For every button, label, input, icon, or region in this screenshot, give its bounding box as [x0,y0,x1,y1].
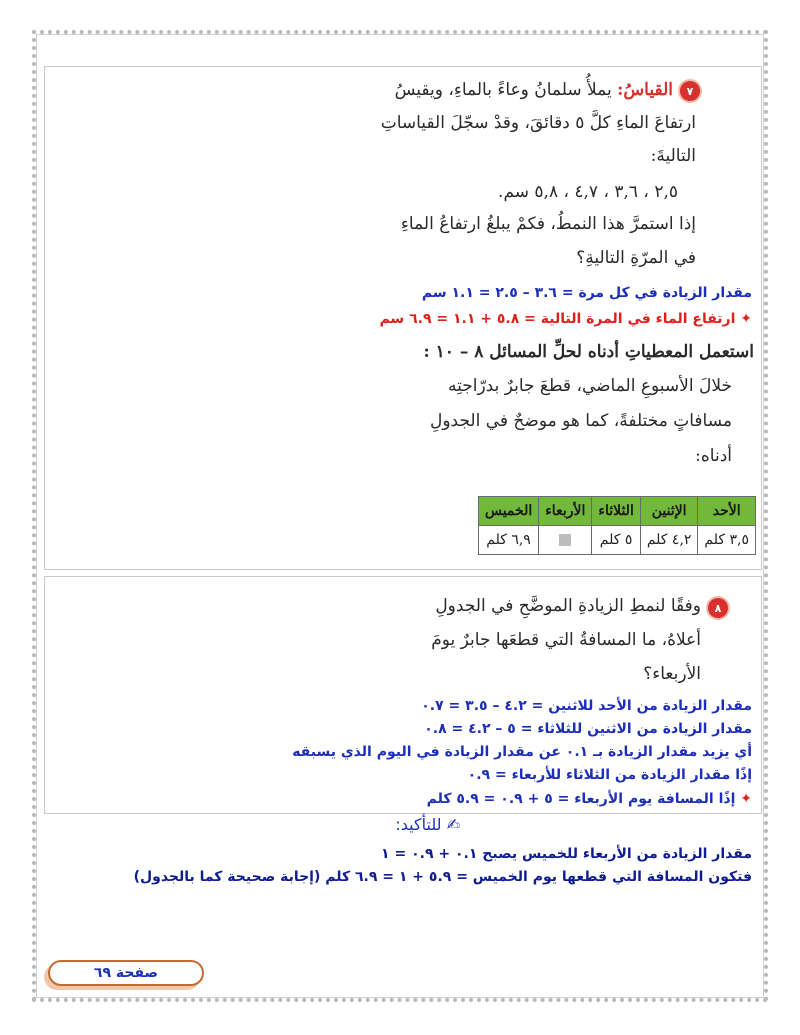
table-row [478,526,755,555]
check-heading [395,815,460,834]
table-cell: ٦,٩ كلم [478,526,538,555]
problem-7-answer-2 [379,311,752,327]
table-cell: ٣,٥ كلم [698,526,756,555]
problem-8-number-badge [708,598,728,618]
distance-table [478,496,756,555]
problem-8-line-2: أعلاهُ، ما المسافةُ التي قطعَها جابرٌ يومَ [431,630,701,650]
problem-7-number: ٧ [686,84,694,98]
problem-7-line-5: إذا استمرَّ هذا النمطُ، فكمْ يبلغُ ارتفاعُ الماءِ [400,214,696,234]
problem-8-answer-1: مقدار الزيادة من الأحد للاثنين = ٤.٢ – ٣.٥ = ٠.٧ [421,698,752,714]
bullet-star-icon: ✦ [740,311,752,327]
table-header-row [478,497,755,526]
problem-8-answer-4: إذًا مقدار الزيادة من الثلاثاء للأربعاء = ٠.٩ [467,767,752,783]
problem-7-line-6: في المرّةِ التاليةِ؟ [576,248,696,268]
problem-7-keyword: القياسُ: [617,80,673,100]
problem-8-line-3: الأربعاء؟ [643,664,701,684]
problem-7-line-3: التاليةَ: [650,146,696,166]
problem-8-answer-2: مقدار الزيادة من الاثنين للثلاثاء = ٥ – ٤.٢ = ٠.٨ [424,721,752,737]
problem-7-answer-2-text: ارتفاع الماء في المرة التالية = ٥.٨ + ١.١ = ٦.٩ سم [379,311,736,327]
given-heading: استعمل المعطياتِ أدناه لحلِّ المسائل ٨ – ١٠ : [423,342,754,362]
table-header: الأربعاء [539,497,592,526]
table-cell: ٥ كلم [592,526,640,555]
missing-value-square-icon [559,534,571,546]
problem-8-answer-3: أي يزيد مقدار الزيادة بـ ٠.١ عن مقدار الزيادة في اليوم الذي يسبقه [292,744,752,760]
given-line-2: مسافاتٍ مختلفةً، كما هو موضحٌ في الجدولِ [429,411,732,431]
pen-icon: ✍ [446,815,460,834]
problem-7-values: ٢,٥ ، ٣,٦ ، ٤,٧ ، ٥,٨ سم. [498,182,678,202]
problem-8-final-text: إذًا المسافة يوم الأربعاء = ٥ + ٠.٩ = ٥.٩ كلم [426,791,736,807]
check-line-2: فتكون المسافة التي قطعها يوم الخميس = ٥.٩ + ١ = ٦.٩ كلم (إجابة صحيحة كما بالجدول) [133,869,752,885]
table-cell: ٤,٢ كلم [640,526,698,555]
problem-7-text-1: يملأُ سلمانُ وعاءً بالماءِ، ويقيسُ [394,80,612,100]
problem-8-final [427,791,752,807]
table-header: الأحد [698,497,756,526]
problem-7-answer-1: مقدار الزيادة في كل مرة = ٣.٦ – ٢.٥ = ١.١ سم [421,285,752,301]
problem-7-number-badge [680,81,700,101]
check-line-1: مقدار الزيادة من الأربعاء للخميس يصبح ٠.١ + ٠.٩ = ١ [381,846,752,862]
given-line-3: أدناه: [695,446,732,466]
problem-8-line-1: وفقًا لنمطِ الزيادةِ الموضَّحِ في الجدولِ [435,596,701,616]
bullet-star-icon: ✦ [740,791,752,807]
problem-8-number: ٨ [714,601,722,615]
problem-7-line-1 [395,80,673,100]
table-header: الإثنين [640,497,698,526]
given-line-1: خلالَ الأسبوعِ الماضي، قطعَ جابرٌ بدرّاجتِه [447,376,732,396]
table-cell-missing [539,526,592,555]
table-header: الثلاثاء [592,497,640,526]
page-label: صفحة ٦٩ [48,960,204,986]
check-label: للتأكيد: [395,815,442,834]
table-header: الخميس [478,497,538,526]
problem-7-line-2: ارتفاعَ الماءِ كلَّ ٥ دقائقَ، وقدْ سجّلَ القياساتِ [380,113,696,133]
